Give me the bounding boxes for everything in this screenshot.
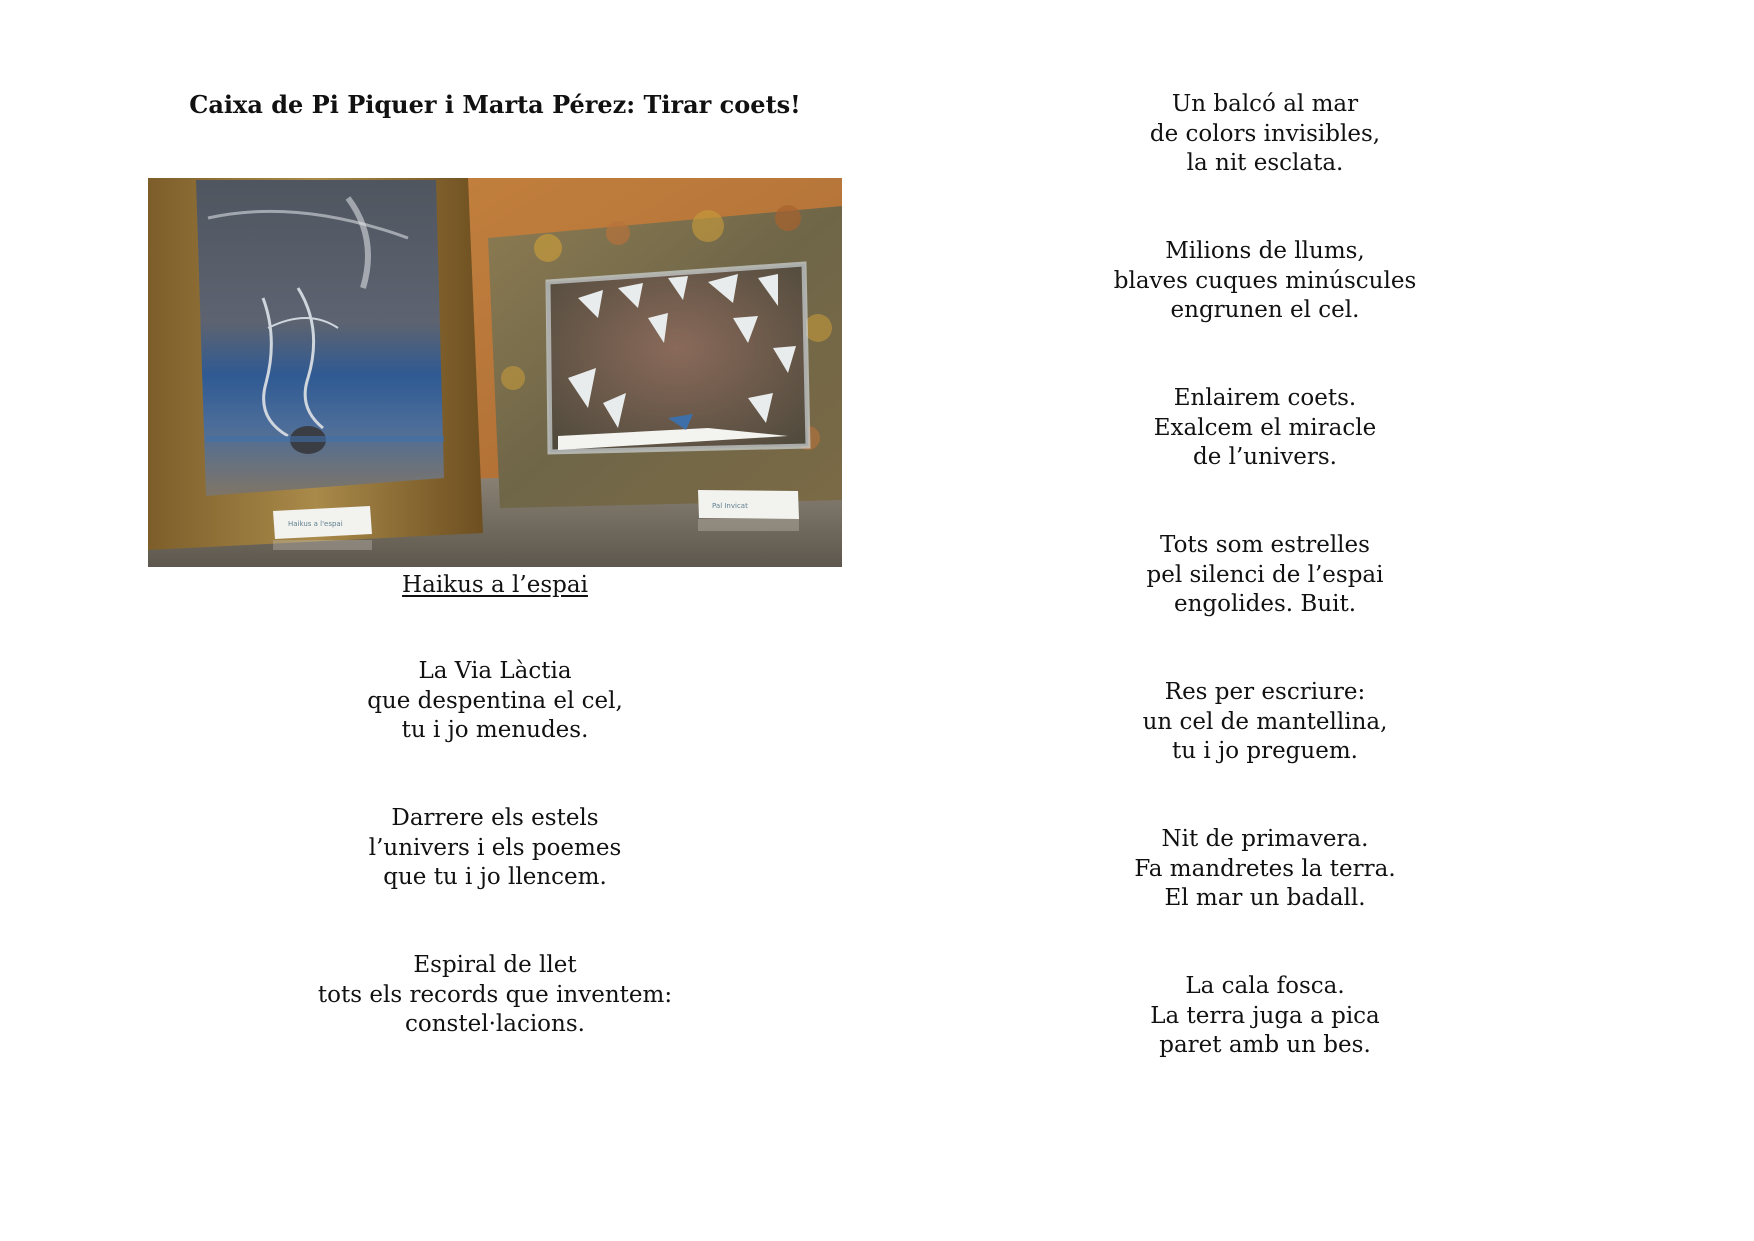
left-card-label: Haikus a l'espai: [288, 520, 343, 528]
haiku-line: Nit de primavera.: [1161, 826, 1369, 852]
photo-caption: Haikus a l’espai: [402, 572, 588, 598]
haiku: [1045, 237, 1485, 326]
haiku: [1045, 384, 1485, 473]
haiku: [1045, 825, 1485, 914]
haiku-line: Res per escriure:: [1164, 679, 1366, 705]
haiku-line: Tots som estrelles: [1160, 532, 1370, 558]
haiku-line: paret amb un bes.: [1159, 1032, 1371, 1058]
haiku-line: Darrere els estels: [391, 805, 599, 831]
haiku: [135, 657, 855, 746]
haiku-line: Espiral de llet: [413, 952, 577, 978]
haiku-line: El mar un badall.: [1164, 885, 1366, 911]
haiku-line: pel silenci de l’espai: [1146, 561, 1384, 588]
haiku-line: que despentina el cel,: [367, 687, 623, 714]
exhibit-photo: [148, 178, 842, 567]
haiku: [1045, 972, 1485, 1061]
haiku-line: La Via Làctia: [418, 658, 572, 684]
haiku: [1045, 531, 1485, 620]
haiku-line: tu i jo preguem.: [1172, 738, 1358, 764]
haiku-line: un cel de mantellina,: [1142, 708, 1388, 735]
haiku-line: Fa mandretes la terra.: [1134, 855, 1396, 882]
haiku-line: l’univers i els poemes: [368, 834, 622, 861]
haiku-line: engrunen el cel.: [1170, 297, 1360, 323]
haiku-line: Exalcem el miracle: [1153, 414, 1377, 441]
haiku-line: constel·lacions.: [405, 1011, 585, 1037]
haiku-line: blaves cuques minúscules: [1113, 267, 1417, 294]
haiku-line: la nit esclata.: [1186, 150, 1344, 176]
haiku-line: La cala fosca.: [1185, 973, 1345, 999]
haiku-line: Enlairem coets.: [1173, 385, 1357, 411]
haiku-line: tu i jo menudes.: [401, 717, 589, 743]
haiku-line: Milions de llums,: [1165, 238, 1365, 264]
haiku-line: de l’univers.: [1192, 444, 1337, 470]
haiku-line: La terra juga a pica: [1150, 1002, 1380, 1029]
right-card-label: Pal Invicat: [712, 502, 748, 510]
haiku: [135, 804, 855, 893]
exhibit-photo-illustration: [148, 178, 842, 567]
haiku: [1045, 90, 1485, 179]
haiku-line: que tu i jo llencem.: [383, 864, 607, 890]
page-title: Caixa de Pi Piquer i Marta Pérez: Tirar coets!: [189, 90, 801, 119]
haiku: [1045, 678, 1485, 767]
haiku-line: tots els records que inventem:: [317, 981, 673, 1008]
haiku-line: de colors invisibles,: [1149, 120, 1381, 147]
haiku: [135, 951, 855, 1040]
haiku-line: Un balcó al mar: [1171, 91, 1359, 117]
haiku-line: engolides. Buit.: [1173, 591, 1357, 617]
